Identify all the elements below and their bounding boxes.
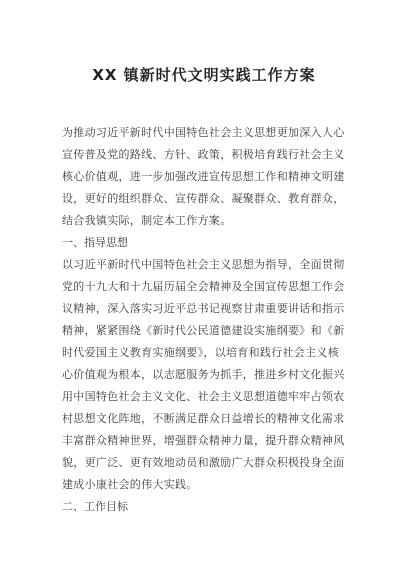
text-line: 建成小康社会的伟大实践。: [62, 478, 198, 491]
intro-paragraph: [62, 122, 346, 232]
text-line: 貌，更广泛、更有效地动员和激励广大群众积极投身全面: [62, 456, 345, 469]
document-title: XX 镇新时代文明实践工作方案: [92, 66, 316, 84]
text-line: 村思想文化阵地，不断满足群众日益增长的精神文化需求: [62, 412, 345, 425]
text-line: 核心价值观，进一步加强改进宣传思想工作和精神文明建: [62, 170, 345, 183]
text-line: 党的十九大和十九届历届全会精神及全国宣传思想工作会: [62, 280, 345, 293]
text-line: 结合我镇实际，制定本工作方案。: [62, 214, 232, 227]
text-line: 时代爱国主义教育实施纲要》，以培育和践行社会主义核: [62, 346, 339, 359]
section-heading-work-goals: 二、工作目标: [62, 500, 128, 513]
text-line: 议精神，深入落实习近平总书记视察甘肃重要讲话和指示: [62, 302, 345, 315]
text-line: 为推动习近平新时代中国特色社会主义思想更加深入人心: [62, 126, 345, 139]
text-line: 用中国特色社会主义文化、社会主义思想道德牢牢占领农: [62, 390, 345, 403]
text-line: 丰富群众精神世界，增强群众精神力量，提升群众精神风: [62, 434, 345, 447]
section-heading-guiding-thought: 一、指导思想: [62, 236, 128, 249]
text-line: 设，更好的组织群众、宣传群众、凝聚群众、教育群众，: [62, 192, 345, 205]
guiding-thought-paragraph: [62, 254, 346, 496]
text-line: 精神，紧紧围绕《新时代公民道德建设实施纲要》和《新: [62, 324, 345, 337]
text-line: 心价值观为根本，以志愿服务为抓手，推进乡村文化振兴: [62, 368, 345, 381]
text-line: 宣传普及党的路线、方针、政策，积极培育践行社会主义: [62, 148, 345, 161]
text-line: 以习近平新时代中国特色社会主义思想为指导，全面贯彻: [62, 258, 345, 271]
